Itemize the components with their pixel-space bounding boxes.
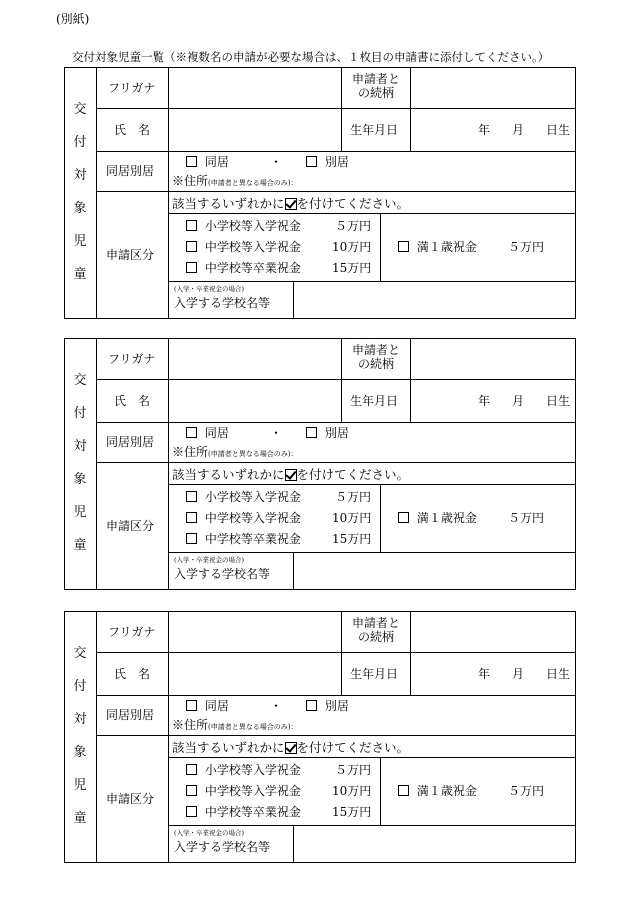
option-amount-3: 15万円	[332, 261, 372, 275]
school-note: (入学・卒業祝金の場合)	[174, 285, 245, 293]
vertical-label: 交 付 対 象 児 童	[73, 102, 87, 282]
school-label: 入学する学校名等	[174, 567, 271, 581]
checkbox-icon[interactable]	[186, 241, 197, 252]
checkbox-icon[interactable]	[186, 156, 197, 167]
name-label: 氏 名	[114, 667, 151, 681]
option-row-2[interactable]: 中学校等入学祝金	[186, 784, 301, 798]
checkbox-icon[interactable]	[186, 785, 197, 796]
name-label: 氏 名	[114, 123, 151, 137]
school-note: (入学・卒業祝金の場合)	[174, 829, 245, 837]
school-input[interactable]	[295, 827, 573, 861]
school-input[interactable]	[295, 283, 573, 317]
age-option-amount: ５万円	[508, 511, 545, 525]
cohabit-checkbox[interactable]: 同居	[186, 155, 229, 169]
instruction-text: 該当するいずれかに を付けてください。	[172, 740, 410, 755]
instruction-text: 該当するいずれかに を付けてください。	[172, 196, 410, 211]
dob-month: 月	[512, 394, 525, 408]
option-amount-1: ５万円	[335, 763, 372, 777]
relation-label: 申請者と の続柄	[351, 343, 400, 371]
furigana-input[interactable]	[170, 613, 340, 651]
child-entry-block	[64, 611, 576, 863]
option-amount-3: 15万円	[332, 805, 372, 819]
dob-year: 年	[478, 394, 491, 408]
instruction-text: 該当するいずれかに を付けてください。	[172, 467, 410, 482]
checkbox-icon[interactable]	[186, 764, 197, 775]
school-label: 入学する学校名等	[174, 840, 271, 854]
dob-day: 日生	[546, 123, 571, 137]
dob-year: 年	[478, 123, 491, 137]
cohabit-checkbox[interactable]: 同居	[186, 426, 229, 440]
option-amount-1: ５万円	[335, 219, 372, 233]
option-row-3[interactable]: 中学校等卒業祝金	[186, 261, 301, 275]
checkbox-icon[interactable]	[398, 512, 409, 523]
dob-day: 日生	[546, 394, 571, 408]
age-option[interactable]: 満１歳祝金	[398, 240, 477, 254]
cohabit-label: 同居別居	[106, 708, 155, 722]
checkbox-icon[interactable]	[306, 427, 317, 438]
checkbox-icon[interactable]	[186, 491, 197, 502]
dob-label: 生年月日	[350, 394, 399, 408]
checked-box-icon	[285, 469, 297, 481]
option-row-1[interactable]: 小学校等入学祝金	[186, 219, 301, 233]
age-option[interactable]: 満１歳祝金	[398, 511, 477, 525]
option-row-2[interactable]: 中学校等入学祝金	[186, 511, 301, 525]
name-label: 氏 名	[114, 394, 151, 408]
dob-year: 年	[478, 667, 491, 681]
separate-checkbox[interactable]: 別居	[306, 699, 349, 713]
option-amount-2: 10万円	[332, 240, 372, 254]
category-label: 申請区分	[106, 519, 155, 533]
address-line[interactable]: ※住所(申請者と異なる場合のみ)：	[172, 445, 298, 459]
furigana-label: フリガナ	[108, 352, 156, 366]
option-row-3[interactable]: 中学校等卒業祝金	[186, 532, 301, 546]
option-row-1[interactable]: 小学校等入学祝金	[186, 763, 301, 777]
option-amount-3: 15万円	[332, 532, 372, 546]
category-label: 申請区分	[106, 792, 155, 806]
attachment-label: (別紙)	[56, 12, 90, 26]
school-note: (入学・卒業祝金の場合)	[174, 556, 245, 564]
checked-box-icon	[285, 742, 297, 754]
intro-text: 交付対象児童一覧（※複数名の申請が必要な場合は、１枚目の申請書に添付してください。）	[72, 50, 550, 64]
checkbox-icon[interactable]	[186, 220, 197, 231]
checkbox-icon[interactable]	[186, 427, 197, 438]
age-option-amount: ５万円	[508, 784, 545, 798]
cohabit-separator: ・	[270, 426, 283, 440]
option-row-3[interactable]: 中学校等卒業祝金	[186, 805, 301, 819]
option-row-1[interactable]: 小学校等入学祝金	[186, 490, 301, 504]
cohabit-label: 同居別居	[106, 164, 155, 178]
dob-label: 生年月日	[350, 667, 399, 681]
dob-label: 生年月日	[350, 123, 399, 137]
checkbox-icon[interactable]	[306, 156, 317, 167]
child-entry-block	[64, 338, 576, 590]
cohabit-checkbox[interactable]: 同居	[186, 699, 229, 713]
cohabit-separator: ・	[270, 699, 283, 713]
cohabit-separator: ・	[270, 155, 283, 169]
address-line[interactable]: ※住所(申請者と異なる場合のみ)：	[172, 718, 298, 732]
furigana-input[interactable]	[170, 340, 340, 378]
separate-checkbox[interactable]: 別居	[306, 426, 349, 440]
address-line[interactable]: ※住所(申請者と異なる場合のみ)：	[172, 174, 298, 188]
category-label: 申請区分	[106, 248, 155, 262]
relation-input[interactable]	[412, 340, 572, 378]
relation-input[interactable]	[412, 69, 572, 107]
age-option-amount: ５万円	[508, 240, 545, 254]
furigana-label: フリガナ	[108, 81, 156, 95]
school-label: 入学する学校名等	[174, 296, 271, 310]
option-amount-1: ５万円	[335, 490, 372, 504]
cohabit-label: 同居別居	[106, 435, 155, 449]
furigana-input[interactable]	[170, 69, 340, 107]
furigana-label: フリガナ	[108, 625, 156, 639]
relation-label: 申請者と の続柄	[351, 616, 400, 644]
checkbox-icon[interactable]	[186, 806, 197, 817]
name-input[interactable]	[170, 381, 340, 421]
option-row-2[interactable]: 中学校等入学祝金	[186, 240, 301, 254]
child-entry-block	[64, 67, 576, 319]
checked-box-icon	[285, 198, 297, 210]
vertical-label: 交 付 対 象 児 童	[73, 373, 87, 553]
dob-day: 日生	[546, 667, 571, 681]
checkbox-icon[interactable]	[186, 512, 197, 523]
school-input[interactable]	[295, 554, 573, 588]
dob-month: 月	[512, 667, 525, 681]
relation-input[interactable]	[412, 613, 572, 651]
checkbox-icon[interactable]	[398, 241, 409, 252]
vertical-label: 交 付 対 象 児 童	[73, 646, 87, 826]
checkbox-icon[interactable]	[186, 533, 197, 544]
checkbox-icon[interactable]	[306, 700, 317, 711]
checkbox-icon[interactable]	[186, 262, 197, 273]
checkbox-icon[interactable]	[186, 700, 197, 711]
name-input[interactable]	[170, 110, 340, 150]
dob-month: 月	[512, 123, 525, 137]
option-amount-2: 10万円	[332, 511, 372, 525]
checkbox-icon[interactable]	[398, 785, 409, 796]
relation-label: 申請者と の続柄	[351, 72, 400, 100]
age-option[interactable]: 満１歳祝金	[398, 784, 477, 798]
option-amount-2: 10万円	[332, 784, 372, 798]
separate-checkbox[interactable]: 別居	[306, 155, 349, 169]
name-input[interactable]	[170, 654, 340, 694]
